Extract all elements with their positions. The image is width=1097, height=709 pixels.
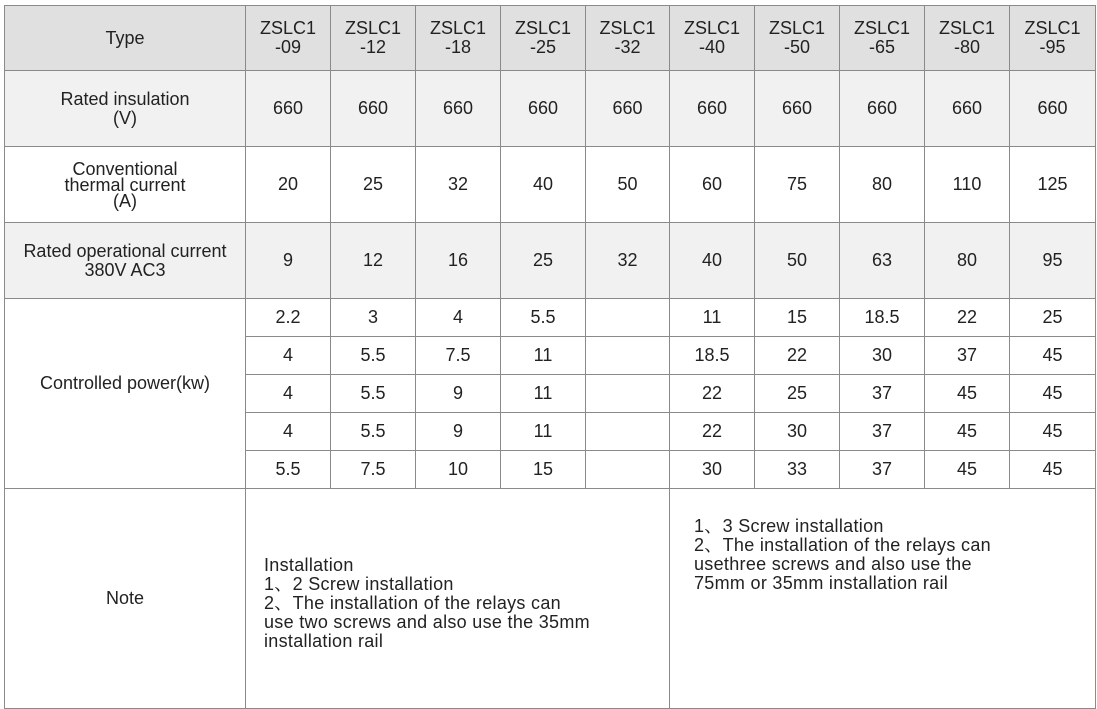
model-header bbox=[1010, 6, 1096, 71]
note-left-line: installation rail bbox=[264, 631, 384, 651]
value-cell: 12 bbox=[331, 223, 416, 299]
spec-table bbox=[4, 5, 1096, 709]
note-left bbox=[246, 489, 670, 709]
power-cell: 45 bbox=[1010, 451, 1096, 489]
model-header-line: -32 bbox=[614, 37, 641, 57]
type-header: Type bbox=[5, 6, 246, 71]
spec-row bbox=[5, 223, 1096, 299]
row-label-line: (V) bbox=[113, 107, 137, 128]
note-right-line: usethree screws and also use the bbox=[694, 554, 972, 574]
value-cell: 95 bbox=[1010, 223, 1096, 299]
row-label bbox=[5, 71, 246, 147]
note-right-line: 75mm or 35mm installation rail bbox=[694, 573, 949, 593]
power-cell: 2.2 bbox=[246, 299, 331, 337]
power-cell: 25 bbox=[1010, 299, 1096, 337]
value-cell: 660 bbox=[586, 71, 670, 147]
note-right-line: 1、3 Screw installation bbox=[694, 516, 884, 536]
value-cell: 660 bbox=[416, 71, 501, 147]
power-cell: 37 bbox=[840, 451, 925, 489]
power-cell: 37 bbox=[925, 337, 1010, 375]
model-header-line: ZSLC1 bbox=[429, 18, 487, 38]
power-cell: 22 bbox=[670, 413, 755, 451]
row-label bbox=[5, 147, 246, 223]
power-cell bbox=[586, 299, 670, 337]
power-cell: 5.5 bbox=[331, 337, 416, 375]
power-cell: 10 bbox=[416, 451, 501, 489]
power-cell: 7.5 bbox=[416, 337, 501, 375]
power-cell: 5.5 bbox=[331, 375, 416, 413]
power-cell: 45 bbox=[925, 413, 1010, 451]
power-cell: 15 bbox=[755, 299, 840, 337]
power-cell: 11 bbox=[501, 375, 586, 413]
power-cell: 11 bbox=[670, 299, 755, 337]
model-header-line: -40 bbox=[698, 37, 725, 57]
value-cell: 9 bbox=[246, 223, 331, 299]
value-cell: 660 bbox=[246, 71, 331, 147]
power-cell: 9 bbox=[416, 413, 501, 451]
note-left-line: Installation bbox=[264, 555, 354, 575]
note-left-line: 1、2 Screw installation bbox=[264, 574, 454, 594]
row-label-line: thermal current bbox=[64, 174, 186, 195]
value-cell: 660 bbox=[1010, 71, 1096, 147]
power-cell: 37 bbox=[840, 375, 925, 413]
header-row bbox=[5, 6, 1096, 71]
row-label-line: (A) bbox=[113, 190, 137, 211]
note-left-line: 2、The installation of the relays can bbox=[264, 593, 561, 613]
power-cell: 15 bbox=[501, 451, 586, 489]
model-header-line: ZSLC1 bbox=[768, 18, 826, 38]
value-cell: 75 bbox=[755, 147, 840, 223]
value-cell: 660 bbox=[840, 71, 925, 147]
model-header-line: ZSLC1 bbox=[938, 18, 996, 38]
model-header-line: ZSLC1 bbox=[853, 18, 911, 38]
power-cell: 22 bbox=[670, 375, 755, 413]
row-label-line: Rated insulation bbox=[60, 88, 190, 109]
power-cell: 4 bbox=[416, 299, 501, 337]
power-cell: 33 bbox=[755, 451, 840, 489]
model-header-line: -50 bbox=[783, 37, 810, 57]
value-cell: 80 bbox=[925, 223, 1010, 299]
model-header-line: ZSLC1 bbox=[344, 18, 402, 38]
power-cell: 5.5 bbox=[331, 413, 416, 451]
power-cell: 45 bbox=[925, 375, 1010, 413]
model-header bbox=[331, 6, 416, 71]
power-cell: 30 bbox=[840, 337, 925, 375]
model-header-line: -18 bbox=[444, 37, 471, 57]
model-header-line: -12 bbox=[359, 37, 386, 57]
model-header bbox=[416, 6, 501, 71]
value-cell: 80 bbox=[840, 147, 925, 223]
value-cell: 40 bbox=[670, 223, 755, 299]
row-label-line: Conventional bbox=[72, 158, 178, 179]
value-cell: 660 bbox=[925, 71, 1010, 147]
model-header bbox=[840, 6, 925, 71]
value-cell: 32 bbox=[586, 223, 670, 299]
value-cell: 60 bbox=[670, 147, 755, 223]
note-left-line: use two screws and also use the 35mm bbox=[264, 612, 590, 632]
controlled-power-label: Controlled power(kw) bbox=[5, 299, 246, 489]
value-cell: 25 bbox=[331, 147, 416, 223]
power-cell: 30 bbox=[670, 451, 755, 489]
row-label-line: 380V AC3 bbox=[84, 259, 166, 280]
power-cell: 30 bbox=[755, 413, 840, 451]
power-cell: 22 bbox=[925, 299, 1010, 337]
power-cell: 5.5 bbox=[501, 299, 586, 337]
spec-row bbox=[5, 71, 1096, 147]
power-cell bbox=[586, 375, 670, 413]
power-cell: 45 bbox=[1010, 337, 1096, 375]
value-cell: 660 bbox=[331, 71, 416, 147]
power-row bbox=[5, 299, 1096, 337]
power-cell: 45 bbox=[1010, 375, 1096, 413]
model-header-line: ZSLC1 bbox=[514, 18, 572, 38]
power-cell: 3 bbox=[331, 299, 416, 337]
value-cell: 20 bbox=[246, 147, 331, 223]
power-cell: 25 bbox=[755, 375, 840, 413]
row-label bbox=[5, 223, 246, 299]
power-cell: 4 bbox=[246, 337, 331, 375]
power-cell: 4 bbox=[246, 375, 331, 413]
value-cell: 25 bbox=[501, 223, 586, 299]
value-cell: 50 bbox=[755, 223, 840, 299]
power-cell bbox=[586, 451, 670, 489]
model-header-line: ZSLC1 bbox=[683, 18, 741, 38]
power-cell: 4 bbox=[246, 413, 331, 451]
model-header-line: -95 bbox=[1039, 37, 1066, 57]
power-cell: 7.5 bbox=[331, 451, 416, 489]
model-header-line: -25 bbox=[529, 37, 556, 57]
power-cell: 18.5 bbox=[670, 337, 755, 375]
value-cell: 40 bbox=[501, 147, 586, 223]
model-header bbox=[925, 6, 1010, 71]
power-cell: 5.5 bbox=[246, 451, 331, 489]
model-header-line: ZSLC1 bbox=[259, 18, 317, 38]
power-cell: 45 bbox=[925, 451, 1010, 489]
model-header bbox=[586, 6, 670, 71]
value-cell: 110 bbox=[925, 147, 1010, 223]
value-cell: 125 bbox=[1010, 147, 1096, 223]
model-header-line: ZSLC1 bbox=[1024, 18, 1081, 38]
note-right bbox=[670, 489, 1096, 709]
value-cell: 660 bbox=[755, 71, 840, 147]
row-label-line: Rated operational current bbox=[23, 240, 227, 261]
value-cell: 50 bbox=[586, 147, 670, 223]
value-cell: 660 bbox=[670, 71, 755, 147]
model-header bbox=[755, 6, 840, 71]
model-header-line: -09 bbox=[274, 37, 301, 57]
spec-row bbox=[5, 147, 1096, 223]
power-cell: 11 bbox=[501, 337, 586, 375]
power-cell: 9 bbox=[416, 375, 501, 413]
model-header bbox=[246, 6, 331, 71]
model-header bbox=[670, 6, 755, 71]
note-row bbox=[5, 489, 1096, 709]
power-cell: 11 bbox=[501, 413, 586, 451]
model-header-line: ZSLC1 bbox=[599, 18, 656, 38]
power-cell bbox=[586, 337, 670, 375]
note-right-line: 2、The installation of the relays can bbox=[694, 535, 991, 555]
value-cell: 16 bbox=[416, 223, 501, 299]
power-cell: 45 bbox=[1010, 413, 1096, 451]
power-cell: 22 bbox=[755, 337, 840, 375]
value-cell: 660 bbox=[501, 71, 586, 147]
power-cell: 18.5 bbox=[840, 299, 925, 337]
model-header-line: -80 bbox=[953, 37, 980, 57]
note-label: Note bbox=[5, 489, 246, 709]
model-header bbox=[501, 6, 586, 71]
model-header-line: -65 bbox=[868, 37, 895, 57]
value-cell: 32 bbox=[416, 147, 501, 223]
value-cell: 63 bbox=[840, 223, 925, 299]
power-cell: 37 bbox=[840, 413, 925, 451]
power-cell bbox=[586, 413, 670, 451]
